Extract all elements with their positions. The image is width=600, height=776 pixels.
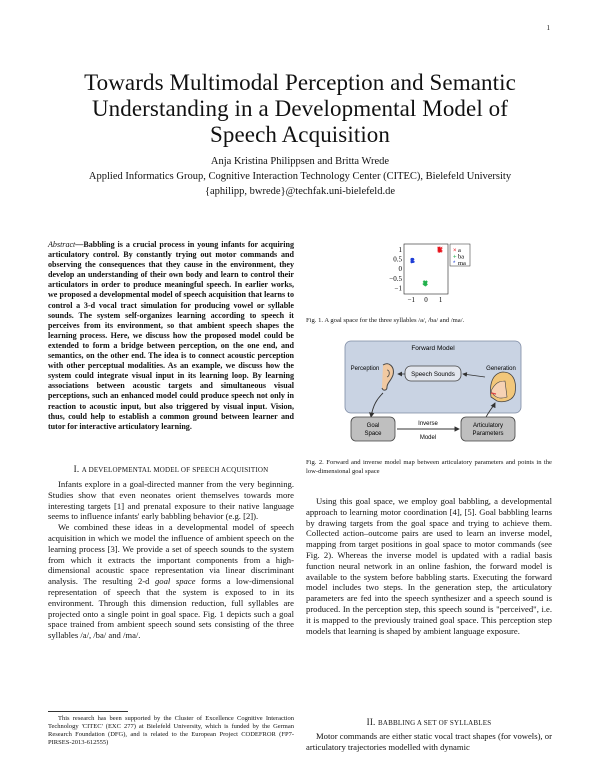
goal-space-box: [351, 417, 395, 441]
text-span: We combined these ideas in a developmental model of speech acquisition in which we model the influence of ambient speech on the learning process [3]. We provide a set of speech sounds to the system from which it extracts the important components from a high-dimensional acoustic space representation via linear discriminant analysis. The resulting 2-d: [48, 522, 294, 587]
inverse-model-label: Model: [419, 435, 437, 441]
forward-model-label: Forward Model: [411, 345, 455, 352]
legend-label: ba: [458, 253, 465, 261]
affiliation: Applied Informatics Group, Cognitive Interaction Technology Center (CITEC), Bielefeld University: [88, 171, 512, 182]
section-2-heading: [306, 717, 552, 727]
figure-2-caption: Fig. 2. Forward and inverse model map between articulatory parameters and points in the low-dimensional goal space: [306, 459, 552, 475]
abstract-label: Abstract: [48, 240, 76, 249]
paragraph: Using this goal space, we employ goal babbling, a developmental approach to learning motor coordination [4], [5]. Goal babbling learns by drawing targets from the goal space and trying to achieve them. Collected action–outcome pairs are used to learn an inverse model, mapping from target positions in goal space to motor commands (see Fig. 2). Whereas the inverse model is updated with a radial basis function neural network in an online fashion, the forward model is available to the system before babbling starts. Executing the forward model includes two steps. In the generation step, the articulatory parameters are fed into the speech synthesizer and a speech sound is produced. In the perception step, this speech sound is "perceived", i.e. it is mapped to the previously trained goal space. This perception step models that learning is shaped by ambient language exposure.: [306, 496, 552, 636]
legend-label: a: [458, 247, 461, 254]
articulatory-label: Articulatory: [472, 423, 504, 429]
page-number: 1: [546, 24, 550, 32]
inverse-model-label: Inverse: [418, 421, 438, 427]
model-diagram: [343, 339, 523, 451]
generation-label: Generation: [486, 366, 516, 372]
y-tick-label: −1: [394, 284, 402, 293]
paragraph: [48, 522, 294, 641]
emphasis: goal space: [154, 576, 196, 587]
paper-title: Towards Multimodal Perception and Semantic Understanding in a Developmental Model of Speech Acquisition: [84, 70, 516, 147]
figure-1-caption: Fig. 1. A goal space for the three syllables /a/, /ba/ and /ma/.: [306, 317, 465, 324]
footnote-rule: [48, 711, 128, 712]
goal-space-label: Goal: [366, 423, 380, 429]
section-2-number: II.: [366, 717, 376, 727]
scatter-point: [410, 259, 412, 261]
y-tick-label: 1: [398, 245, 402, 254]
paragraph: Infants explore in a goal-directed manner from the very beginning. Studies show that even neonates orient themselves towards more interesting targets [1] and prenatal exposure to their native language seems to influence infants' early babbling behavior (e.g. [2]).: [48, 479, 294, 522]
left-column-body: [48, 479, 294, 641]
footnote: This research has been supported by the Cluster of Excellence Cognitive Interaction Technology 'CITEC' (EXC 277) at Bielefeld University, which is funded by the German Research Foundation (DFG), and is related to the European Project CODEFROR (FP7-PIRSES-2013-612555): [48, 715, 294, 746]
section-1-number: I.: [73, 464, 80, 474]
articulatory-label: Parameters: [472, 431, 504, 437]
authors: Anja Kristina Philippsen and Britta Wrede: [210, 156, 390, 167]
right-column-body: [306, 496, 552, 636]
y-tick-label: 0: [398, 265, 402, 274]
section-2-title: BABBLING A SET OF SYLLABLES: [377, 719, 492, 727]
scatter-point: [413, 259, 415, 261]
legend-marker: *: [453, 261, 456, 267]
email: {aphilipp, bwrede}@techfak.uni-bielefeld.de: [204, 186, 395, 197]
paragraph: Motor commands are either static vocal tract shapes (for vowels), or articulatory trajectories modelled with dynamic: [306, 731, 552, 752]
section-2-body: [306, 731, 552, 753]
section-1-heading: [48, 464, 294, 474]
articulatory-parameters-box: [461, 417, 515, 441]
y-tick-label: 0.5: [393, 255, 402, 264]
x-tick-label: −1: [407, 296, 416, 304]
child-face-icon: [491, 372, 516, 402]
speech-sounds-label: Speech Sounds: [411, 371, 455, 378]
text-span: forms a low-dimensional representation of speech that the system is exposed to in its environment. Through this dimension reduction, full syllables are projected onto a single point in goal space. Fig. 1 depicts such a goal space trained from ambient speech sound sets consisting of the three syllables /a/, /ba/ and /ma/.: [48, 576, 294, 641]
legend-label: ma: [458, 260, 466, 267]
goal-space-chart: [386, 240, 486, 308]
perception-label: Perception: [350, 366, 380, 372]
x-tick-label: 0: [424, 296, 428, 304]
abstract: [48, 240, 294, 432]
goal-space-label: Space: [364, 431, 382, 437]
abstract-text: —Babbling is a crucial process in young infants for acquiring articulatory control. By constantly trying out motor commands and observing the consequences that they cause in the environment, they develop an understanding of their own body and learn to control their articulators in order to produce meaningful speech. In earlier works, we proposed a developmental model of speech acquisition that learns to control a 3-d vocal tract simulation for producing vowel or syllable sounds. The system self-organizes learning according to speech it perceives from its environment, so that ambient speech shapes the learning process. Here, we discuss how the proposed model could be extended to form a bridge between perception, on the one end, and semantics, on the other end. The idea is to connect acoustic perception with other perceptual modalities. As an example, we discuss how the system could integrate visual input in its learning loop. By learning associations between acoustic targets and simultaneous visual perceptions, such an enhanced model could produce speech not only in reaction to acoustic input, but also triggered by visual input. Vision, thus, could help to establish a common ground between learner and tutor for interactive articulatory learning.: [48, 240, 294, 431]
legend-marker: ×: [453, 248, 457, 254]
x-tick-label: 1: [438, 296, 443, 304]
y-tick-label: −0.5: [389, 274, 402, 283]
section-1-title: A DEVELOPMENTAL MODEL OF SPEECH ACQUISITION: [81, 466, 269, 474]
legend-marker: +: [453, 254, 457, 261]
author-block: [60, 154, 540, 199]
